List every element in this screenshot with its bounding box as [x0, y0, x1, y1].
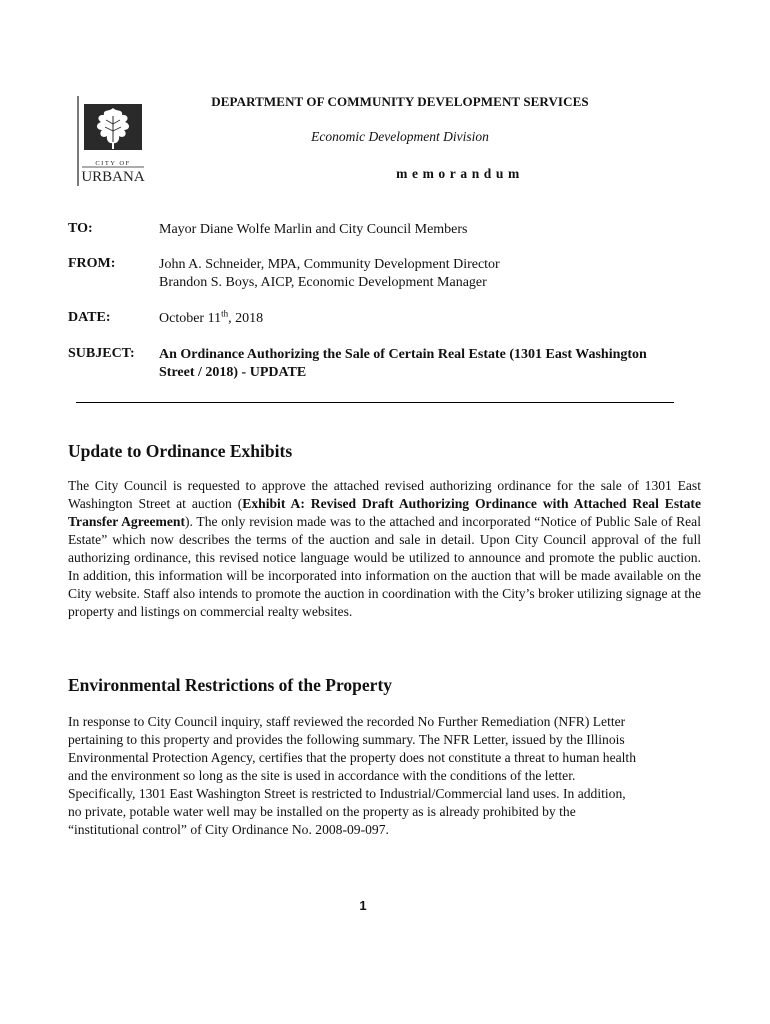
logo-small-text: CITY OF	[95, 160, 131, 167]
from-label: FROM:	[68, 256, 116, 271]
from-line-2: Brandon S. Boys, AICP, Economic Development Manager	[159, 275, 487, 290]
date-value	[159, 310, 699, 328]
from-line-1: John A. Schneider, MPA, Community Development Director	[159, 257, 500, 272]
date-suffix: th	[221, 308, 229, 319]
logo-name: URBANA	[81, 169, 145, 185]
subject-value	[159, 346, 699, 382]
subject-line-1: An Ordinance Authorizing the Sale of Certain Real Estate (1301 East Washington	[159, 347, 647, 362]
date-month-day: October 11	[159, 311, 222, 326]
section2-line: In response to City Council inquiry, staff reviewed the recorded No Further Remediation (NFR) Letter	[68, 714, 626, 729]
section-body-environmental-restrictions	[68, 713, 701, 839]
date-label: DATE:	[68, 310, 111, 325]
section2-line: Environmental Protection Agency, certifies that the property does not constitute a threat to human health	[68, 750, 637, 765]
subject-line-2: Street / 2018) - UPDATE	[159, 365, 307, 380]
department-heading: DEPARTMENT OF COMMUNITY DEVELOPMENT SERVICES	[211, 94, 589, 109]
section-title-ordinance-exhibits: Update to Ordinance Exhibits	[68, 441, 293, 461]
section-body-ordinance-exhibits	[68, 477, 701, 621]
section1-text-a: The City Council is requested to approve the attached revised authorizing ordinance for the sale of 1301 East Washington Street at auction (	[68, 478, 701, 511]
date-year: , 2018	[228, 311, 264, 326]
section2-line: pertaining to this property and provides the following summary. The NFR Letter, issued by the Illinois	[68, 732, 625, 747]
section1-text-b: ). The only revision made was to the attached and incorporated “Notice of Public Sale of Real Estate” which now describes the terms of the auction and sale in detail. Upon City Council approval of the full authorizing ordinance, this revised notice language would be utilized to announce and promote the public auction. In addition, this information will be incorporated into information on the auction that will be made available on the City website. Staff also intends to promote the auction in coordination with the City’s broker utilizing signage at the property and listings on commercial realty websites.	[68, 514, 701, 619]
section2-line: and the environment so long as the site is used in accordance with the conditions of the letter.	[68, 768, 576, 783]
city-of-urbana-logo	[76, 96, 150, 186]
to-label: TO:	[68, 221, 93, 236]
to-value: Mayor Diane Wolfe Marlin and City Council Members	[159, 222, 468, 237]
from-value	[159, 256, 699, 292]
section2-line: no private, potable water well may be installed on the property as is already prohibited by the	[68, 804, 576, 819]
section-title-environmental-restrictions: Environmental Restrictions of the Property	[68, 675, 393, 695]
division-subheading: Economic Development Division	[311, 129, 489, 144]
page-number: 1	[359, 898, 367, 913]
subject-label: SUBJECT:	[68, 346, 135, 361]
section2-line: “institutional control” of City Ordinance No. 2008-09-097.	[68, 822, 389, 837]
memorandum-label: memorandum	[396, 166, 524, 181]
header-divider	[76, 402, 674, 403]
section2-line: Specifically, 1301 East Washington Street is restricted to Industrial/Commercial land uses. In addition,	[68, 786, 626, 801]
exhibit-a-reference: Exhibit A: Revised Draft Authorizing Ordinance with Attached Real Estate Transfer Agreement	[68, 496, 701, 529]
